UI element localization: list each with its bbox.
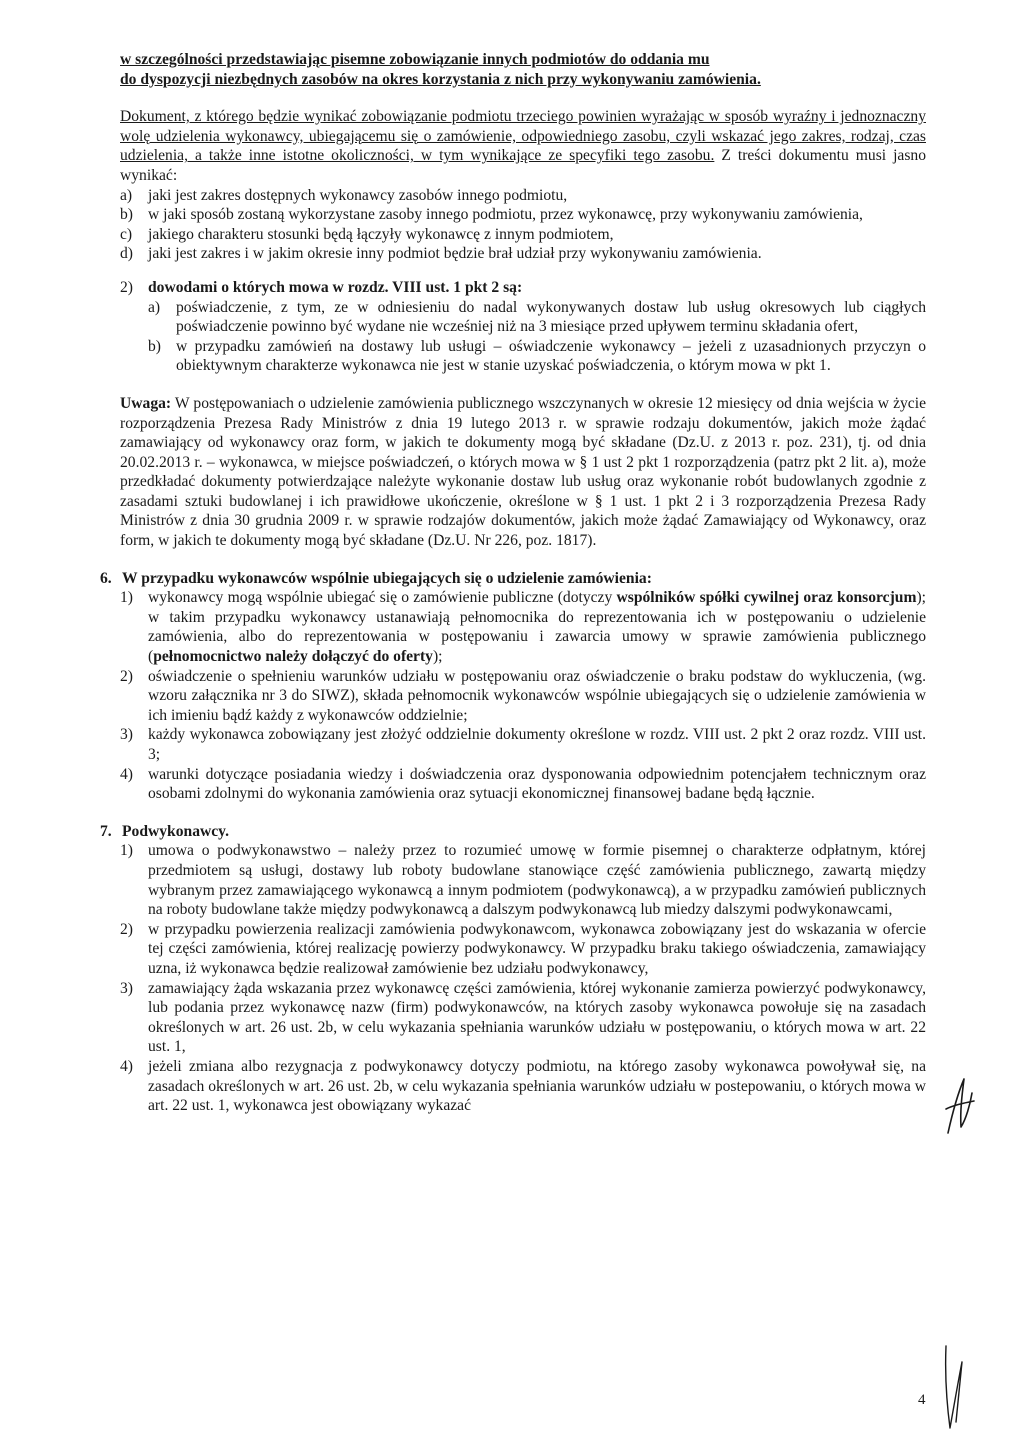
note-text: W postępowaniach o udzielenie zamówienia publicznego wszczynanych w okresie 12 miesięcy od dnia wejścia w życie rozporządzenia Prezesa Rady Ministrów z dnia 19 lutego 2013 r. w sprawie rodzaju dokumentów, jakich może żądać zamawiający od wykonawcy oraz form, w jakich te dokumenty mogą być składane (Dz.U. z 2013 r. poz. 231), tj. od dnia 20.02.2013 r. – wykonawca, w miejsce poświadczeń, o których mowa w § 1 ust 2 pkt 1 rozporządzenia (patrz pkt 2 lit. a), może przedkładać dokumenty potwierdzające należyte wykonanie dostaw lub usług oraz wykonanie robót budowlanych zgodnie z zasadami sztuki budowlanej i ich prawidłowe ukończenie, określone w § 1 ust. 1 pkt 2 i 3 rozporządzenia Prezesa Rady Ministrów z dnia 30 grudnia 2009 r. w sprawie rodzajów dokumentów, jakich może żądać Zamawiający od Wykonawcy, oraz form, w jakich te dokumenty mogą być składane (Dz.U. Nr 226, poz. 1817). <box>120 394 926 550</box>
list-item <box>120 841 926 919</box>
list-item-text: oświadczenie o spełnieniu warunków udziału w postępowaniu oraz oświadczenie o braku podstaw do wykluczenia, (wg. wzoru załącznika nr 3 do SIWZ), składa pełnomocnik wykonawców wspólnie ubiegających się o udzielenie zamówienia w ich imieniu bądź każdy z wykonawców oddzielnie; <box>148 667 926 724</box>
list-item-text: jeżeli zmiana albo rezygnacja z podwykonawcy dotyczy podmiotu, na którego zasoby wykonawca powoływał się, na zasadach określonych w art. 26 ust. 2b, w celu wykazania spełniania warunków udziału w postepowaniu, o których mowa w art. 22 ust. 1, wykonawca jest obowiązany wykazać <box>148 1057 926 1115</box>
list-item-label: b) <box>120 206 133 224</box>
list-item-text: umowa o podwykonawstwo – należy przez to rozumieć umowę w formie pisemnej o charakterze odpłatnym, której przedmiotem są usługi, dostawy lub roboty budowlane stanowiące część zamówienia publicznego, zawartą między wybranym przez zamawiającego wykonawcą a innym podmiotem (podwykonawcą), a w przypadku zamówień publicznych na roboty budowlane także między podwykonawcą a dalszym podwykonawcą lub miedzy dalszymi podwykonawcami, <box>148 842 926 919</box>
text-run: wykonawcy mogą wspólnie ubiegać się o zamówienie publiczne (dotyczy <box>148 589 617 607</box>
list-item <box>120 186 926 206</box>
list-item-text: poświadczenie, z tym, ze w odniesieniu do nadal wykonywanych dostaw lub usług okresowych lub ciągłych poświadczenie powinno być wydane nie wcześniej niż na 3 miesiące przed upływem terminu składania ofert, <box>176 298 926 336</box>
list-item-text: zamawiający żąda wskazania przez wykonawcę części zamówienia, której wykonanie zamierza powierzyć podwykonawcy, lub podania przez wykonawcę nazw (firm) podwykonawców, na których zasoby wykonawca powołuje się na zasadach określonych w art. 26 ust. 2b, w celu wykazania spełniania warunków udziału w postępowaniu, o których mowa w art. 22 ust. 1, <box>148 979 926 1056</box>
handwritten-mark-icon <box>940 1342 966 1434</box>
list-item <box>120 920 926 979</box>
section-7-list <box>120 841 926 1115</box>
document-requirements-underlined: Dokument, z którego będzie wynikać zobowiązanie podmiotu trzeciego powinien wyrażając w sposób wyraźny i jednoznaczny wolę udzielenia wykonawcy, ubiegającemu się o zamówienie, odpowiedniego zasobu, czyli wskazać jego zakres, rodzaj, czas udzielenia, a także inne istotne okoliczności, w tym wynikające ze specyfiki tego zasobu. <box>120 108 926 165</box>
list-item <box>148 337 926 376</box>
section-6-list <box>120 588 926 804</box>
list-item <box>120 667 926 726</box>
header-line-2: do dyspozycji niezbędnych zasobów na okres korzystania z nich przy wykonywaniu zamówienia. <box>120 70 761 88</box>
list-item-label: 4) <box>120 1057 133 1075</box>
list-item <box>120 588 926 666</box>
list-item-text: jaki jest zakres dostępnych wykonawcy zasobów innego podmiotu, <box>148 186 568 204</box>
list-item-label: c) <box>120 225 133 243</box>
page-number: 4 <box>918 1392 926 1408</box>
text-run: ); w takim przypadku wykonawcy ustanawiają pełnomocnika do reprezentowania ich w postępowaniu o udzielenie zamówienia, albo do reprezentowania w postępowaniu i zawarcia umowy w sprawie zamówienia publicznego ( <box>148 589 926 666</box>
list-item-label: 3) <box>120 726 133 744</box>
list-item-text: jaki jest zakres i w jakim okresie inny podmiot będzie brał udział przy wykonywaniu zamówienia. <box>148 245 762 263</box>
list-item-text: każdy wykonawca zobowiązany jest złożyć oddzielnie dokumenty określone w rozdz. VIII ust. 2 pkt 2 oraz rozdz. VIII ust. 3; <box>148 726 926 763</box>
section-2-heading <box>120 278 926 298</box>
document-requirements-paragraph <box>120 107 926 185</box>
list-item-text: warunki dotyczące posiadania wiedzy i doświadczenia oraz dysponowania odpowiednim potencjałem technicznym oraz osobami zdolnymi do wykonania zamówienia oraz sytuacji ekonomicznej finansowej badane będą łącznie. <box>148 765 926 803</box>
section-6-title: W przypadku wykonawców wspólnie ubiegających się o udzielenie zamówienia: <box>122 569 652 587</box>
list-item <box>120 725 926 764</box>
section-2-label: 2) <box>120 278 133 296</box>
list-item <box>120 225 926 245</box>
initials-signature-icon <box>942 1075 976 1137</box>
list-item-label: a) <box>148 298 161 316</box>
list-item <box>120 979 926 1057</box>
section-7-label: 7. <box>100 822 112 840</box>
section-7-title: Podwykonawcy. <box>122 822 230 840</box>
list-item <box>120 1057 926 1116</box>
list-item-label: 1) <box>120 842 133 860</box>
list-item-label: a) <box>120 186 133 204</box>
note-paragraph <box>120 394 926 551</box>
list-item <box>120 244 926 264</box>
document-requirements-list <box>120 186 926 264</box>
list-item-text: w przypadku powierzenia realizacji zamówienia podwykonawcom, wykonawca zobowiązany jest do wskazania w ofercie tej części zamówienia, której realizację powierzy podwykonawcy. W przypadku braku takiego oświadczenia, zamawiający uzna, iż wykonawca będzie realizował zamówienie bez udziału podwykonawcy, <box>148 920 926 977</box>
section-2-list <box>148 298 926 376</box>
text-run-bold: pełnomocnictwo należy dołączyć do oferty <box>153 648 433 666</box>
list-item-text <box>148 588 926 666</box>
list-item <box>120 765 926 804</box>
list-item-label: 1) <box>120 589 133 607</box>
text-run: ); <box>432 648 443 666</box>
list-item-label: 3) <box>120 979 133 997</box>
text-run-bold: wspólników spółki cywilnej oraz konsorcjum <box>616 589 917 607</box>
list-item-text: w przypadku zamówień na dostawy lub usługi – oświadczenie wykonawcy – jeżeli z uzasadnionych przyczyn o obiektywnym charakterze wykonawca nie jest w stanie uzyskać poświadczenia, o którym mowa w pkt 1. <box>176 337 926 375</box>
section-7-heading <box>100 822 926 842</box>
list-item-label: d) <box>120 245 133 263</box>
section-2-title: dowodami o których mowa w rozdz. VIII ust. 1 pkt 2 są: <box>148 278 523 296</box>
section-6-label: 6. <box>100 569 112 587</box>
list-item-text: w jaki sposób zostaną wykorzystane zasoby innego podmiotu, przez wykonawcę, przy wykonywaniu zamówienia, <box>148 206 863 224</box>
list-item-label: 2) <box>120 920 133 938</box>
document-requirements-lead: Z treści dokumentu musi jasno wynikać: <box>120 147 926 184</box>
list-item-text: jakiego charakteru stosunki będą łączyły wykonawcę z innym podmiotem, <box>148 225 614 243</box>
list-item <box>120 205 926 225</box>
section-6-heading <box>100 569 926 589</box>
list-item <box>148 298 926 337</box>
note-label: Uwaga: <box>120 394 172 412</box>
list-item-label: 4) <box>120 765 133 783</box>
header-line-1: w szczególności przedstawiając pisemne zobowiązanie innych podmiotów do oddania mu <box>120 51 710 68</box>
document-page <box>100 50 926 1116</box>
list-item-label: 2) <box>120 667 133 685</box>
list-item-label: b) <box>148 337 161 355</box>
